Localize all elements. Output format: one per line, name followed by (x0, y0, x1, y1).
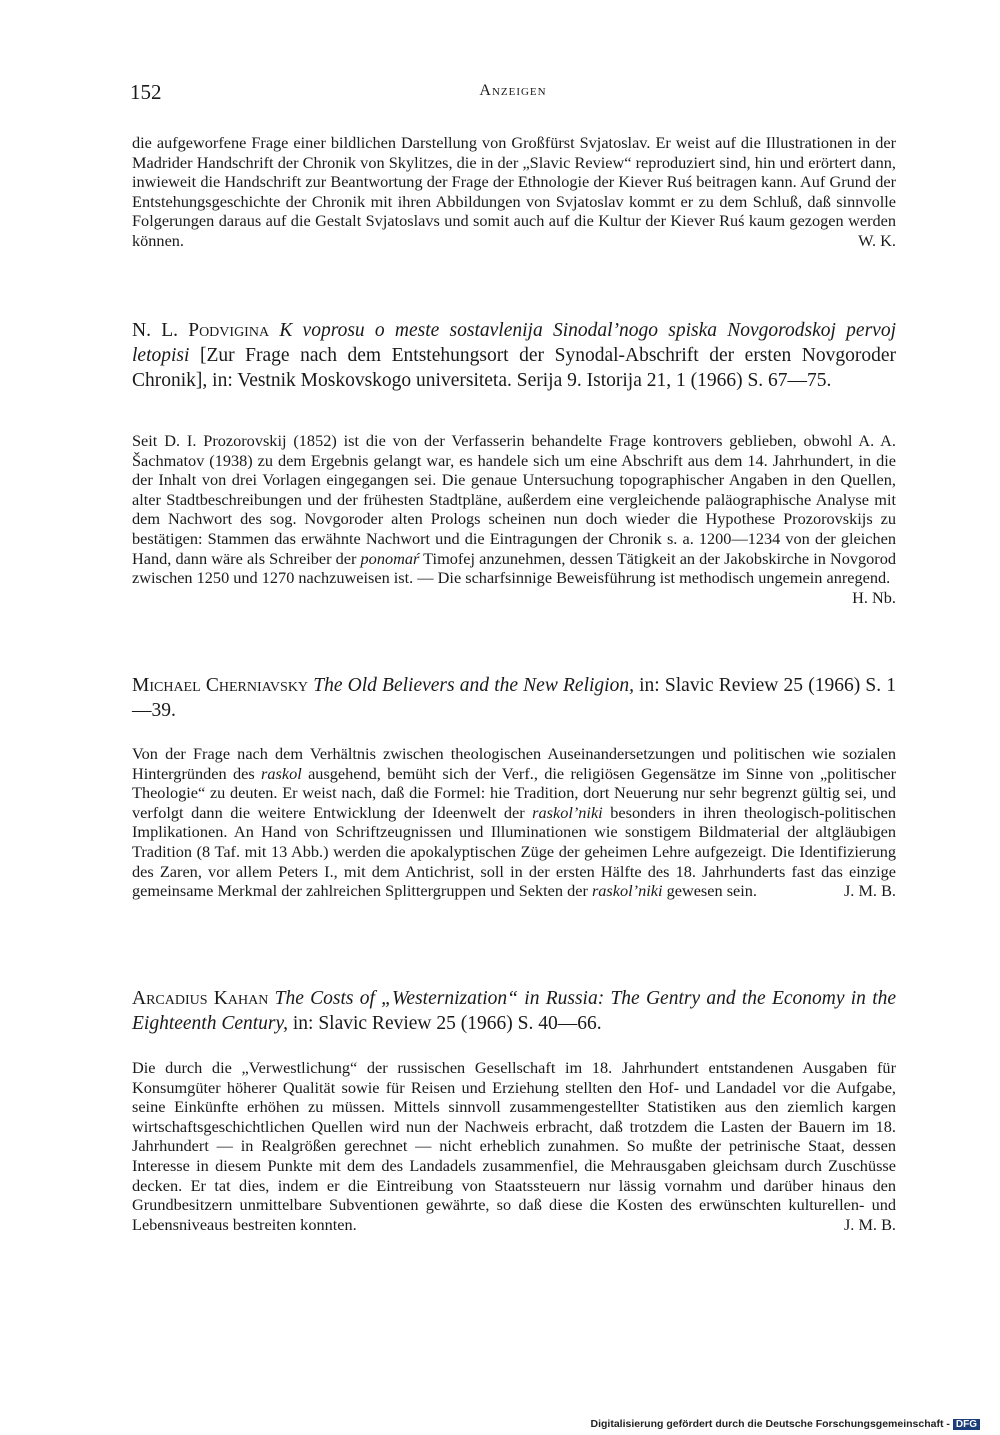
citation-podvigina (132, 318, 896, 393)
review-kahan (132, 1058, 896, 1234)
citation-details: in: Slavic Review 25 (1966) S. 40—66. (292, 1013, 602, 1034)
reviewer-initials: W. K. (858, 230, 896, 250)
dfg-logo: DFG (953, 1419, 980, 1430)
author-name: Michael Cherniavsky (132, 675, 309, 696)
review-paragraph: Von der Frage nach dem Verhältnis zwischen theologischen Auseinandersetzungen und politischen wie sozialen Hintergründen des raskol ausgehend, bemüht sich der Verf., die religiösen Gegensätze im Sinne von „politischer Theologie“ zu deuten. Er weist nach, daß die Formel: hie Tradition, dort Neuerung nur sehr begrenzt gültig sei, und verfolgt dann die weitere Entwicklung der Ideenwelt der raskol’niki besonders in ihren theologisch-politischen Implikationen. An Hand von Schriftzeugnissen und Illuminationen wie sonstigem Bildmaterial der altgläubigen Tradition (8 Taf. mit 13 Abb.) werden die apokalyptischen Züge der geheimen Lehre aufgezeigt. Die Identifizierung des Zaren, vor allem Peters I., mit dem Antichrist, soll in der ersten Hälfte des 18. Jahrhunderts fast das einzige gemeinsame Merkmal der zahlreichen Splittergruppen und Sekten der raskol’niki gewesen sein. J. M. B. (132, 744, 896, 901)
review-paragraph: die aufgeworfene Frage einer bildlichen Darstellung von Großfürst Svjatoslav. Er weist auf die Illustrationen in der Madrider Handschrift der Chronik von Skylitzes, die in der „Slavic Review“ reproduziert sind, hin und erörtert dann, inwieweit die Handschrift zur Beantwortung der Frage der Ethnologie der Kiever Ruś beitragen kann. Auf Grund der Entstehungsgeschichte der Chronik mit ihren Abbildungen von Svjatoslav kommt er zu dem Schluß, daß sinnvolle Folgerungen daraus auf die Gestalt Svjatoslavs und somit auch auf die Kultur der Kiever Ruś kaum gezogen werden können. W. K. (132, 133, 896, 250)
review-cherniavsky (132, 744, 896, 901)
citation (132, 318, 896, 393)
author-name: Arcadius Kahan (132, 988, 269, 1009)
digitization-footer (591, 1418, 981, 1430)
review-continuation (132, 133, 896, 251)
reviewer-initials: H. Nb. (852, 587, 896, 607)
author-name: N. L. Podvigina (132, 320, 270, 341)
review-paragraph: Seit D. I. Prozorovskij (1852) ist die von der Verfasserin behandelte Frage kontrovers geblieben, obwohl A. A. Šachmatov (1938) zu dem Ergebnis gelangt war, es handele sich um eine Abschrift aus dem 14. Jahrhundert, in die der Inhalt von drei Vorlagen eingegangen sei. Die genaue Untersuchung topographischer Angaben in den Quellen, alter Stadtbeschreibungen und der frühesten Stadtpläne, außerdem eine vergleichende paläographische Analyse mit dem Nachwort des sog. Novgoroder alten Prologs scheinen nun doch wieder die Hypothese Prozorovskijs zu bestätigen: Stammen das erwähnte Nachwort und die Eintragungen der Chronik s. a. 1200—1234 von der gleichen Hand, dann wäre als Schreiber der ponomaŕ Timofej anzunehmen, dessen Tätigkeit an der Jakobskirche in Novgorod zwischen 1250 und 1270 nachzuweisen ist. — Die scharfsinnige Beweisführung ist methodisch ungemein anregend. H. Nb. (132, 431, 896, 607)
footer-text: Digitalisierung gefördert durch die Deutsche Forschungsgemeinschaft - (590, 1418, 950, 1430)
running-head: Anzeigen (479, 82, 547, 99)
work-title: The Costs of „Westernization“ in Russia: The Gentry and the Economy in the Eighteenth Century, (132, 988, 897, 1034)
citation-details: [Zur Frage nach dem Entstehungsort der Synodal-Abschrift der ersten Novgoroder Chronik], in: Vestnik Moskovskogo universiteta. Serija 9. Istorija 21, 1 (1966) S. 67—75. (132, 345, 896, 391)
page-header (130, 80, 896, 104)
citation-cherniavsky (132, 673, 896, 723)
review-podvigina (132, 431, 896, 607)
citation (132, 673, 896, 723)
reviewer-initials: J. M. B. (843, 1214, 896, 1234)
work-title: The Old Believers and the New Religion, (313, 675, 634, 696)
reviewer-initials: J. M. B. (843, 881, 896, 901)
citation-kahan (132, 986, 896, 1036)
citation-details: in: Slavic Review 25 (1966) S. 1—39. (132, 675, 897, 721)
citation (132, 986, 896, 1036)
review-paragraph: Die durch die „Verwestlichung“ der russischen Gesellschaft im 18. Jahrhundert entstandenen Ausgaben für Konsumgüter höherer Qualität sowie für Reisen und Erziehung stellten den Hof- und Landadel vor die Aufgabe, seine Einkünfte erhöhen zu müssen. Mittels sinnvoll zusammengestellter Statistiken aus den ziemlich kargen wirtschaftsgeschichtlichen Quellen wird nun der Nachweis erbracht, daß trotzdem die Lasten der Bauern im 18. Jahrhundert — in Realgrößen gerechnet — nicht erheblich zunahmen. So mußte der petrinische Staat, dessen Interesse in diesem Punkte mit dem des Landadels zusammenfiel, die Mehrausgaben gleichsam durch Zuschüsse decken. Er tat dies, indem er die Eintreibung von Staatssteuern nur lässig vornahm und darüber hinaus den Grundbesitzern unmittelbare Subventionen gewährte, so daß diese die Kosten des erwünschten kulturellen- und Lebensniveaus bestreiten konnten. J. M. B. (132, 1058, 896, 1234)
page-number: 152 (130, 80, 162, 104)
work-title: K voprosu o meste sostavlenija Sinodal’nogo spiska Novgorodskoj pervoj letopisi (132, 320, 896, 366)
